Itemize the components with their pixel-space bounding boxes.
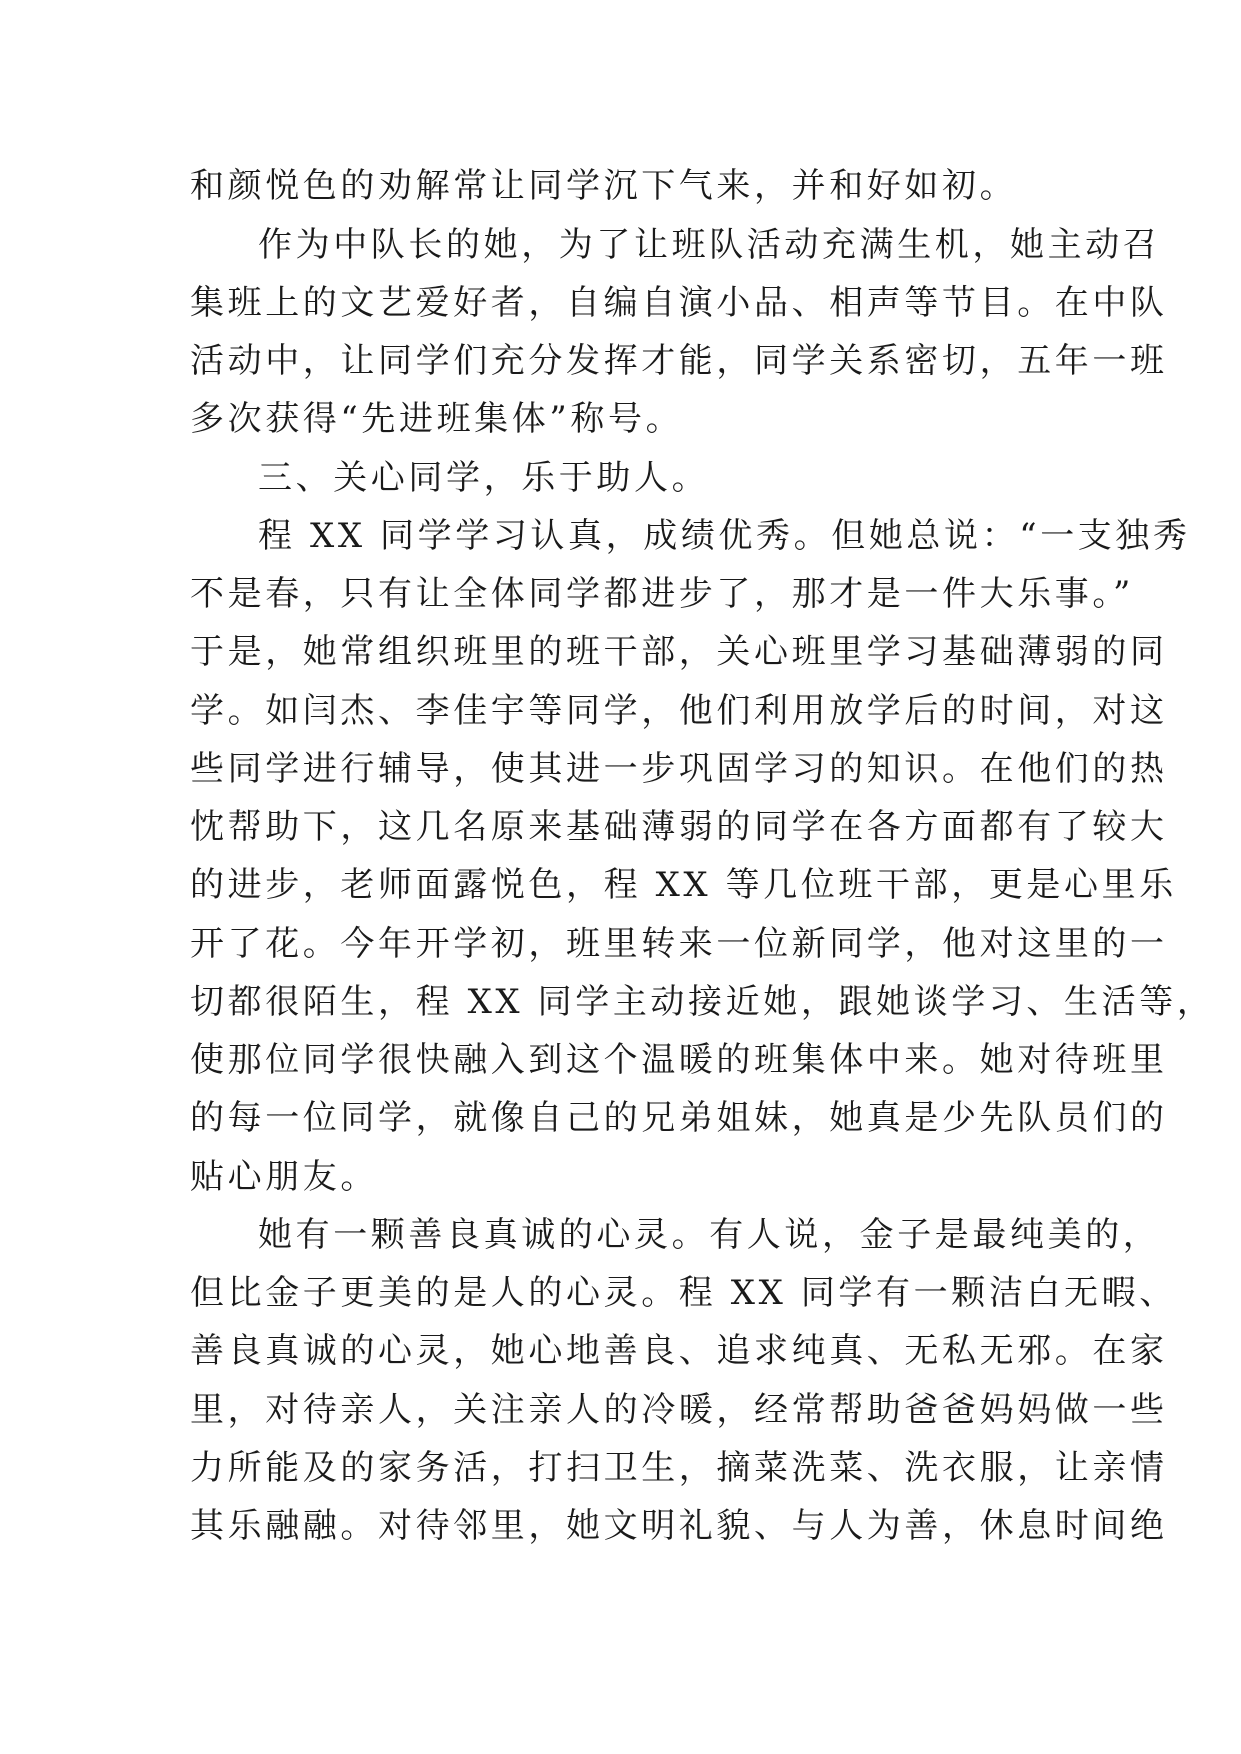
text-line: 力所能及的家务活，打扫卫生，摘菜洗菜、洗衣服，让亲情 xyxy=(190,1448,1168,1488)
text-line: 但比金子更美的是人的心灵。程 XX 同学有一颗洁白无暇、 xyxy=(190,1273,1177,1313)
text-line: 活动中，让同学们充分发挥才能，同学关系密切，五年一班 xyxy=(190,341,1168,381)
paragraph-first-line: 程 XX 同学学习认真，成绩优秀。但她总说：“一支独秀 xyxy=(258,516,1191,556)
text-line: 贴心朋友。 xyxy=(190,1157,378,1197)
section-heading: 三、关心同学，乐于助人。 xyxy=(258,458,710,498)
text-line: 集班上的文艺爱好者，自编自演小品、相声等节目。在中队 xyxy=(190,283,1168,323)
text-line: 忱帮助下，这几名原来基础薄弱的同学在各方面都有了较大 xyxy=(190,807,1168,847)
text-line: 切都很陌生，程 XX 同学主动接近她，跟她谈学习、生活等， xyxy=(190,982,1215,1022)
text-line: 多次获得“先进班集体”称号。 xyxy=(190,399,684,439)
paragraph-first-line: 她有一颗善良真诚的心灵。有人说，金子是最纯美的， xyxy=(258,1215,1161,1255)
text-line: 开了花。今年开学初，班里转来一位新同学，他对这里的一 xyxy=(190,924,1168,964)
text-line: 里，对待亲人，关注亲人的冷暖，经常帮助爸爸妈妈做一些 xyxy=(190,1390,1168,1430)
text-line: 其乐融融。对待邻里，她文明礼貌、与人为善，休息时间绝 xyxy=(190,1506,1168,1546)
text-line: 不是春，只有让全体同学都进步了，那才是一件大乐事。” xyxy=(190,574,1134,614)
text-line: 些同学进行辅导，使其进一步巩固学习的知识。在他们的热 xyxy=(190,749,1168,789)
text-line: 使那位同学很快融入到这个温暖的班集体中来。她对待班里 xyxy=(190,1040,1168,1080)
text-line: 和颜悦色的劝解常让同学沉下气来，并和好如初。 xyxy=(190,166,1018,206)
paragraph-first-line: 作为中队长的她，为了让班队活动充满生机，她主动召 xyxy=(258,225,1161,265)
text-line: 学。如闫杰、李佳宇等同学，他们利用放学后的时间，对这 xyxy=(190,691,1168,731)
text-line: 于是，她常组织班里的班干部，关心班里学习基础薄弱的同 xyxy=(190,632,1168,672)
text-line: 的进步，老师面露悦色，程 XX 等几位班干部，更是心里乐 xyxy=(190,865,1177,905)
text-line: 善良真诚的心灵，她心地善良、追求纯真、无私无邪。在家 xyxy=(190,1331,1168,1371)
text-line: 的每一位同学，就像自己的兄弟姐妹，她真是少先队员们的 xyxy=(190,1098,1168,1138)
